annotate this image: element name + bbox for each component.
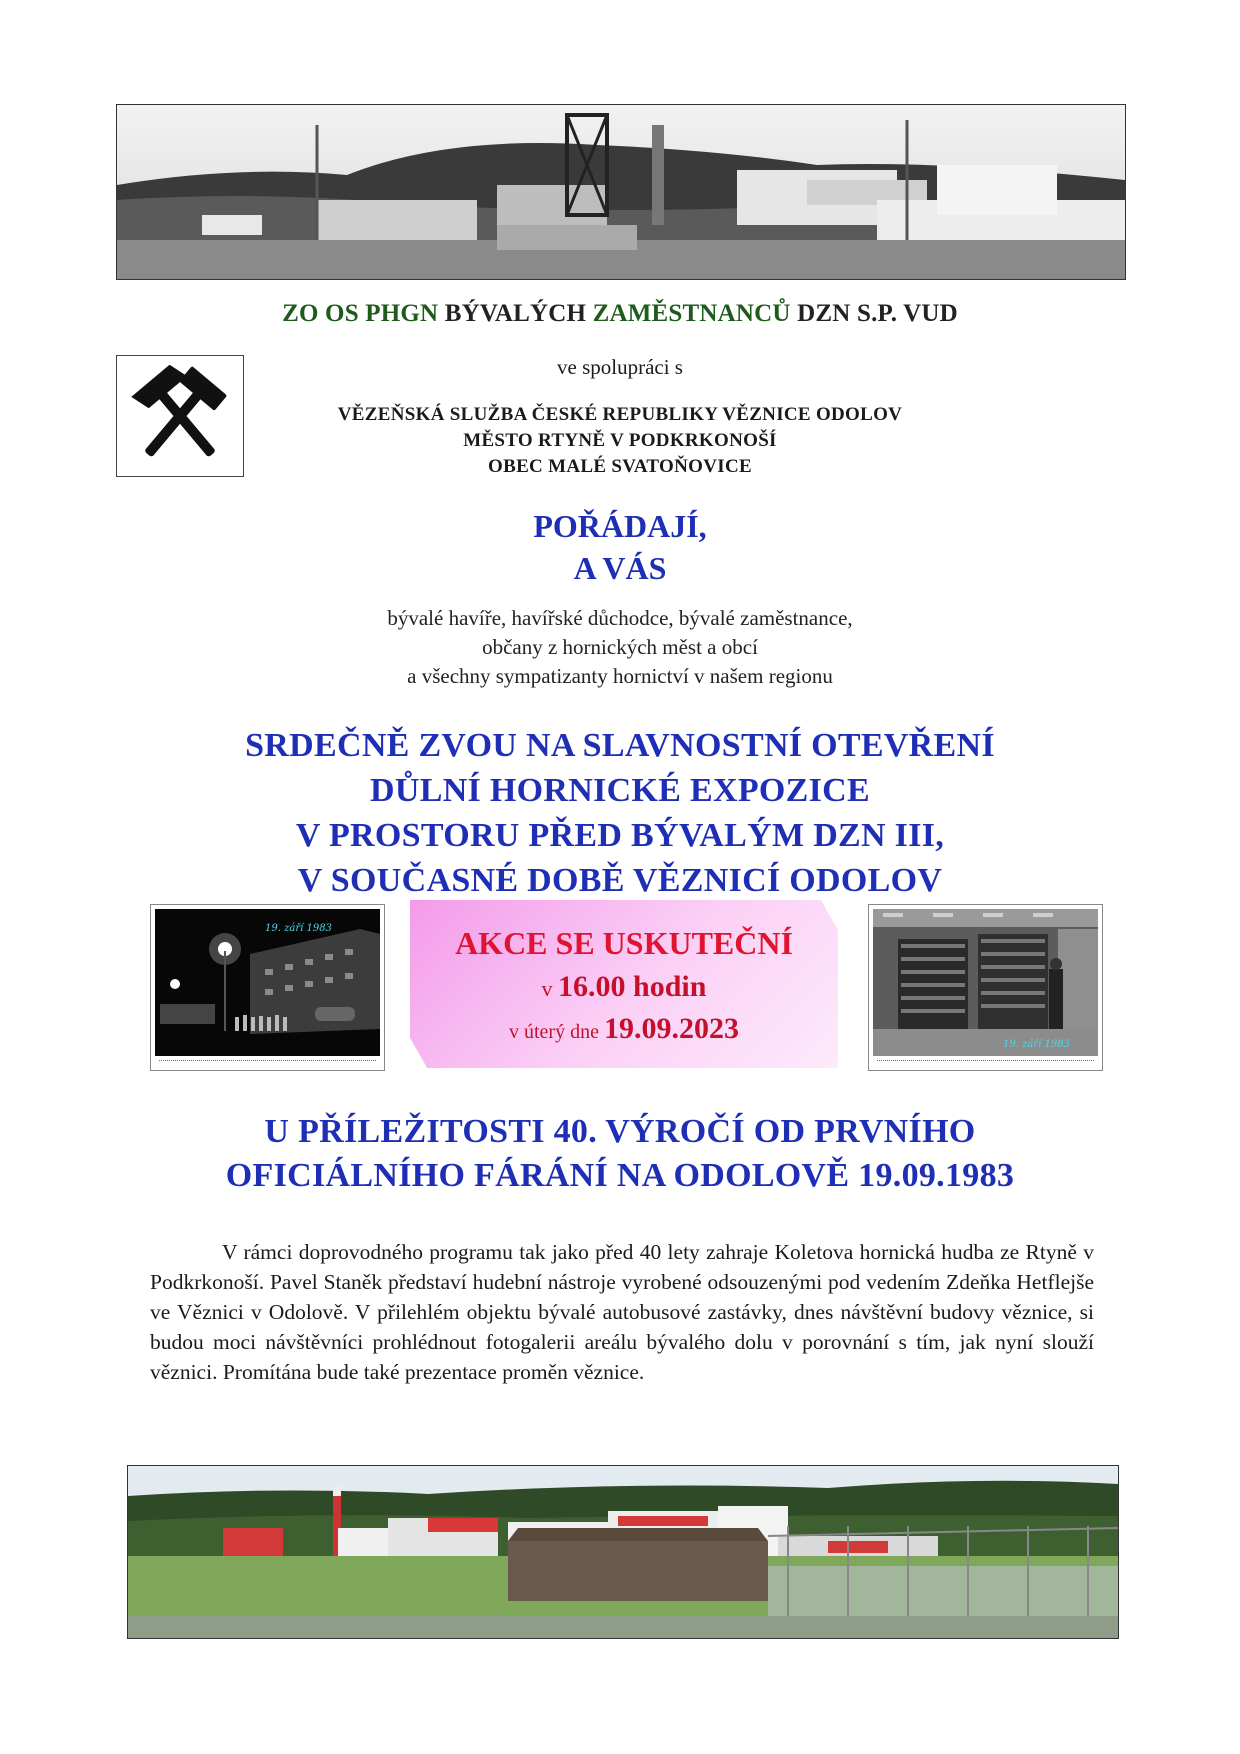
- organizer-line: [0, 300, 1240, 328]
- invitees-text: [0, 604, 1240, 691]
- invitee-line: bývalé havíře, havířské důchodce, bývalé zaměstnance,: [387, 606, 853, 630]
- invitee-line: a všechny sympatizanty hornictví v našem regionu: [407, 664, 833, 688]
- photo-caption: [877, 1060, 1094, 1067]
- anniversary-line: OFICIÁLNÍHO FÁRÁNÍ NA ODOLOVĚ 19.09.1983: [225, 1157, 1015, 1194]
- invitation-line: SRDEČNĚ ZVOU NA SLAVNOSTNÍ OTEVŘENÍ: [245, 727, 995, 764]
- organize-line: POŘÁDAJÍ,: [533, 508, 707, 544]
- organizer-part: ZO OS: [282, 300, 366, 327]
- event-date-prefix: v úterý dne: [509, 1021, 604, 1043]
- invitation-heading: [0, 723, 1240, 903]
- program-paragraph: [150, 1237, 1094, 1387]
- partners-list: [0, 402, 1240, 480]
- organizer-part: ZAMĚSTNANCŮ: [592, 300, 791, 327]
- partner-item: OBEC MALÉ SVATOŇOVICE: [488, 456, 752, 477]
- organizer-part: BÝVALÝCH: [438, 300, 593, 327]
- event-time-prefix: v: [541, 976, 559, 1001]
- photo-left-stamp: 19. září 1983: [265, 923, 332, 934]
- program-text: V rámci doprovodného programu tak jako před 40 lety zahraje Koletova hornická hudba ze Rtyně v Podkrkonoší. Pavel Staněk představí hudební nástroje vyrobené odsouzenými pod vedením Zdeňka Hetflejše ve Věznici v Odolově. V přilehlém objektu bývalé autobusové zastávky, dnes návštěvní budovy věznice, si budou moci návštěvníci prohlédnout fotogalerii areálu bývalého dolu v porovnání s tím, jak nyní slouží věznici. Promítána bude také prezentace proměn věznice.: [150, 1240, 1094, 1384]
- invitee-line: občany z hornických měst a obcí: [482, 635, 758, 659]
- partner-item: VĚZEŇSKÁ SLUŽBA ČESKÉ REPUBLIKY VĚZNICE ODOLOV: [337, 404, 903, 425]
- historic-night-photo: [150, 904, 385, 1071]
- anniversary-heading: [0, 1110, 1240, 1198]
- event-time-value: 16.00 hodin: [558, 970, 707, 1003]
- header-mine-photo: [116, 104, 1126, 280]
- photo-caption: [159, 1060, 376, 1067]
- organizer-part: PHGN: [365, 300, 439, 327]
- partner-item: MĚSTO RTYNĚ V PODKRKONOŠÍ: [463, 430, 777, 451]
- event-date-value: 19.09.2023: [603, 1012, 739, 1045]
- event-title: AKCE SE USKUTEČNÍ: [455, 925, 793, 961]
- photo-right-stamp: 19. září 1983: [1003, 1039, 1070, 1050]
- historic-lamp-room-photo: [868, 904, 1103, 1071]
- invitation-line: V PROSTORU PŘED BÝVALÝM DZN III,: [295, 817, 945, 854]
- invitation-line: V SOUČASNÉ DOBĚ VĚZNICÍ ODOLOV: [297, 862, 943, 899]
- organizer-part: DZN S.P. VUD: [790, 300, 958, 327]
- event-date: [410, 1012, 838, 1046]
- organize-line: A VÁS: [573, 550, 667, 586]
- footer-prison-photo: [127, 1465, 1119, 1639]
- event-time: [410, 970, 838, 1004]
- anniversary-line: U PŘÍLEŽITOSTI 40. VÝROČÍ OD PRVNÍHO: [264, 1113, 976, 1150]
- cooperation-text: ve spolupráci s: [557, 355, 683, 379]
- invitation-line: DŮLNÍ HORNICKÉ EXPOZICE: [370, 772, 870, 809]
- organize-heading: [0, 505, 1240, 589]
